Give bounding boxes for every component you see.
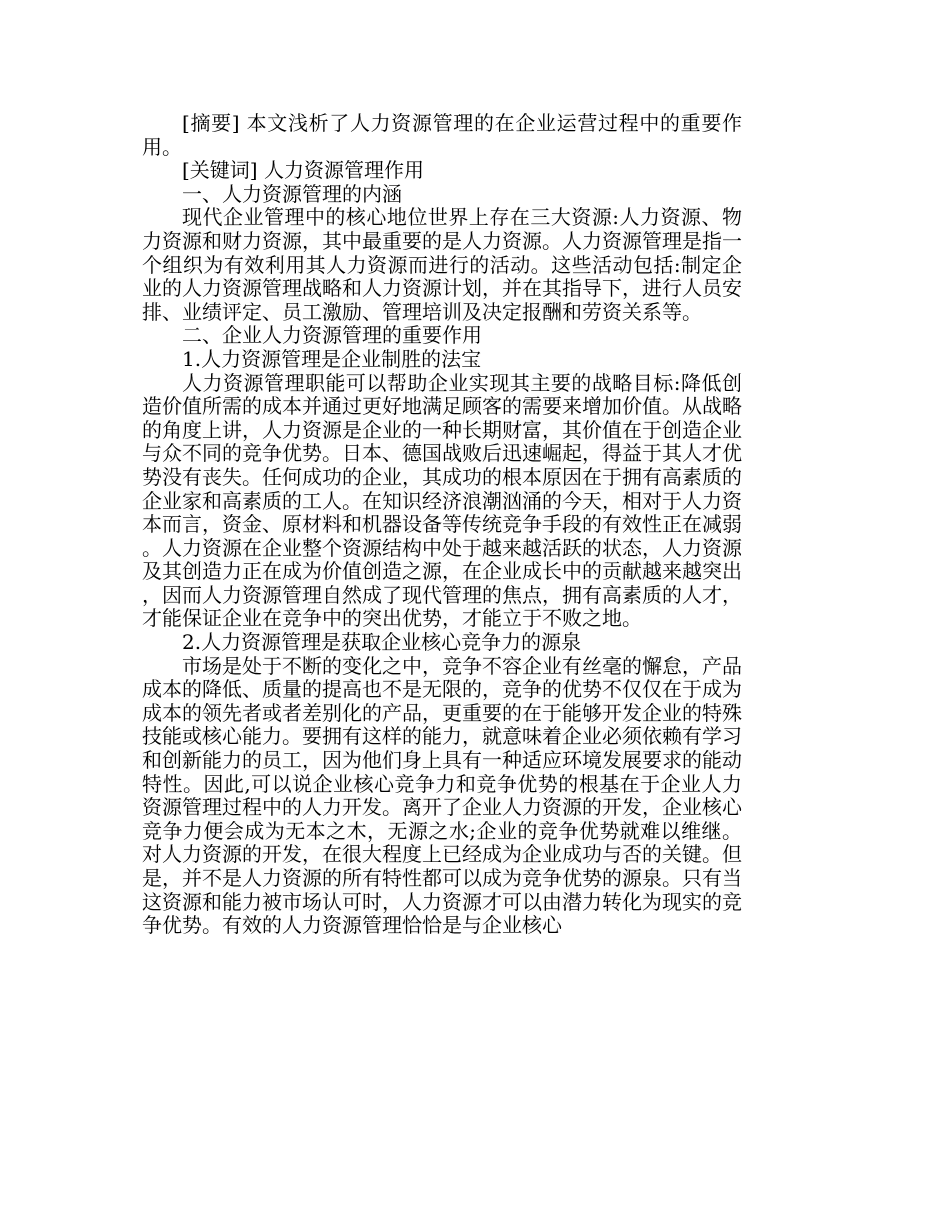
document-body (142, 112, 742, 938)
subheading-2-2: 2.人力资源管理是获取企业核心竞争力的源泉 (182, 630, 582, 655)
abstract-paragraph: [摘要] 本文浅析了人力资源管理的在企业运营过程中的重要作用。 (142, 111, 742, 159)
subheading-2-1: 1.人力资源管理是企业制胜的法宝 (182, 346, 482, 371)
keywords-paragraph: [关键词] 人力资源管理作用 (182, 158, 424, 183)
body-paragraph-3: 市场是处于不断的变化之中，竞争不容企业有丝毫的懈怠，产品成本的降低、质量的提高也不是无限的，竞争的优势不仅仅在于成为成本的领先者或者差别化的产品，更重要的在于能够开发企业的特殊技能或核心能力。要拥有这样的能力，就意味着企业必须依赖有学习和创新能力的员工，因为他们身上具有一种适应环境发展要求的能动特性。因此,可以说企业核心竞争力和竞争优势的根基在于企业人力资源管理过程中的人力开发。离开了企业人力资源的开发，企业核心竞争力便会成为无本之木，无源之水;企业的竞争优势就难以维继。对人力资源的开发，在很大程度上已经成为企业成功与否的关键。但是，并不是人力资源的所有特性都可以成为竞争优势的源泉。只有当这资源和能力被市场认可时，人力资源才可以由潜力转化为现实的竞争优势。有效的人力资源管理恰恰是与企业核心 (142, 653, 742, 938)
body-paragraph-1: 现代企业管理中的核心地位世界上存在三大资源:人力资源、物力资源和财力资源，其中最重要的是人力资源。人力资源管理是指一个组织为有效利用其人力资源而进行的活动。这些活动包括:制定企业的人力资源管理战略和人力资源计划，并在其指导下，进行人员安排、业绩评定、员工激励、管理培训及决定报酬和劳资关系等。 (142, 205, 742, 324)
section-heading-1: 一、人力资源管理的内涵 (182, 181, 402, 206)
section-heading-2: 二、企业人力资源管理的重要作用 (182, 323, 482, 348)
body-paragraph-2: 人力资源管理职能可以帮助企业实现其主要的战略目标:降低创造价值所需的成本并通过更好地满足顾客的需要来增加价值。从战略的角度上讲，人力资源是企业的一种长期财富，其价值在于创造企业与众不同的竞争优势。日本、德国战败后迅速崛起，得益于其人才优势没有丧失。任何成功的企业，其成功的根本原因在于拥有高素质的企业家和高素质的工人。在知识经济浪潮汹涌的今天，相对于人力资本而言，资金、原材料和机器设备等传统竞争手段的有效性正在减弱。人力资源在企业整个资源结构中处于越来越活跃的状态，人力资源及其创造力正在成为价值创造之源，在企业成长中的贡献越来越突出，因而人力资源管理自然成了现代管理的焦点，拥有高素质的人才，才能保证企业在竞争中的突出优势，才能立于不败之地。 (142, 370, 742, 631)
